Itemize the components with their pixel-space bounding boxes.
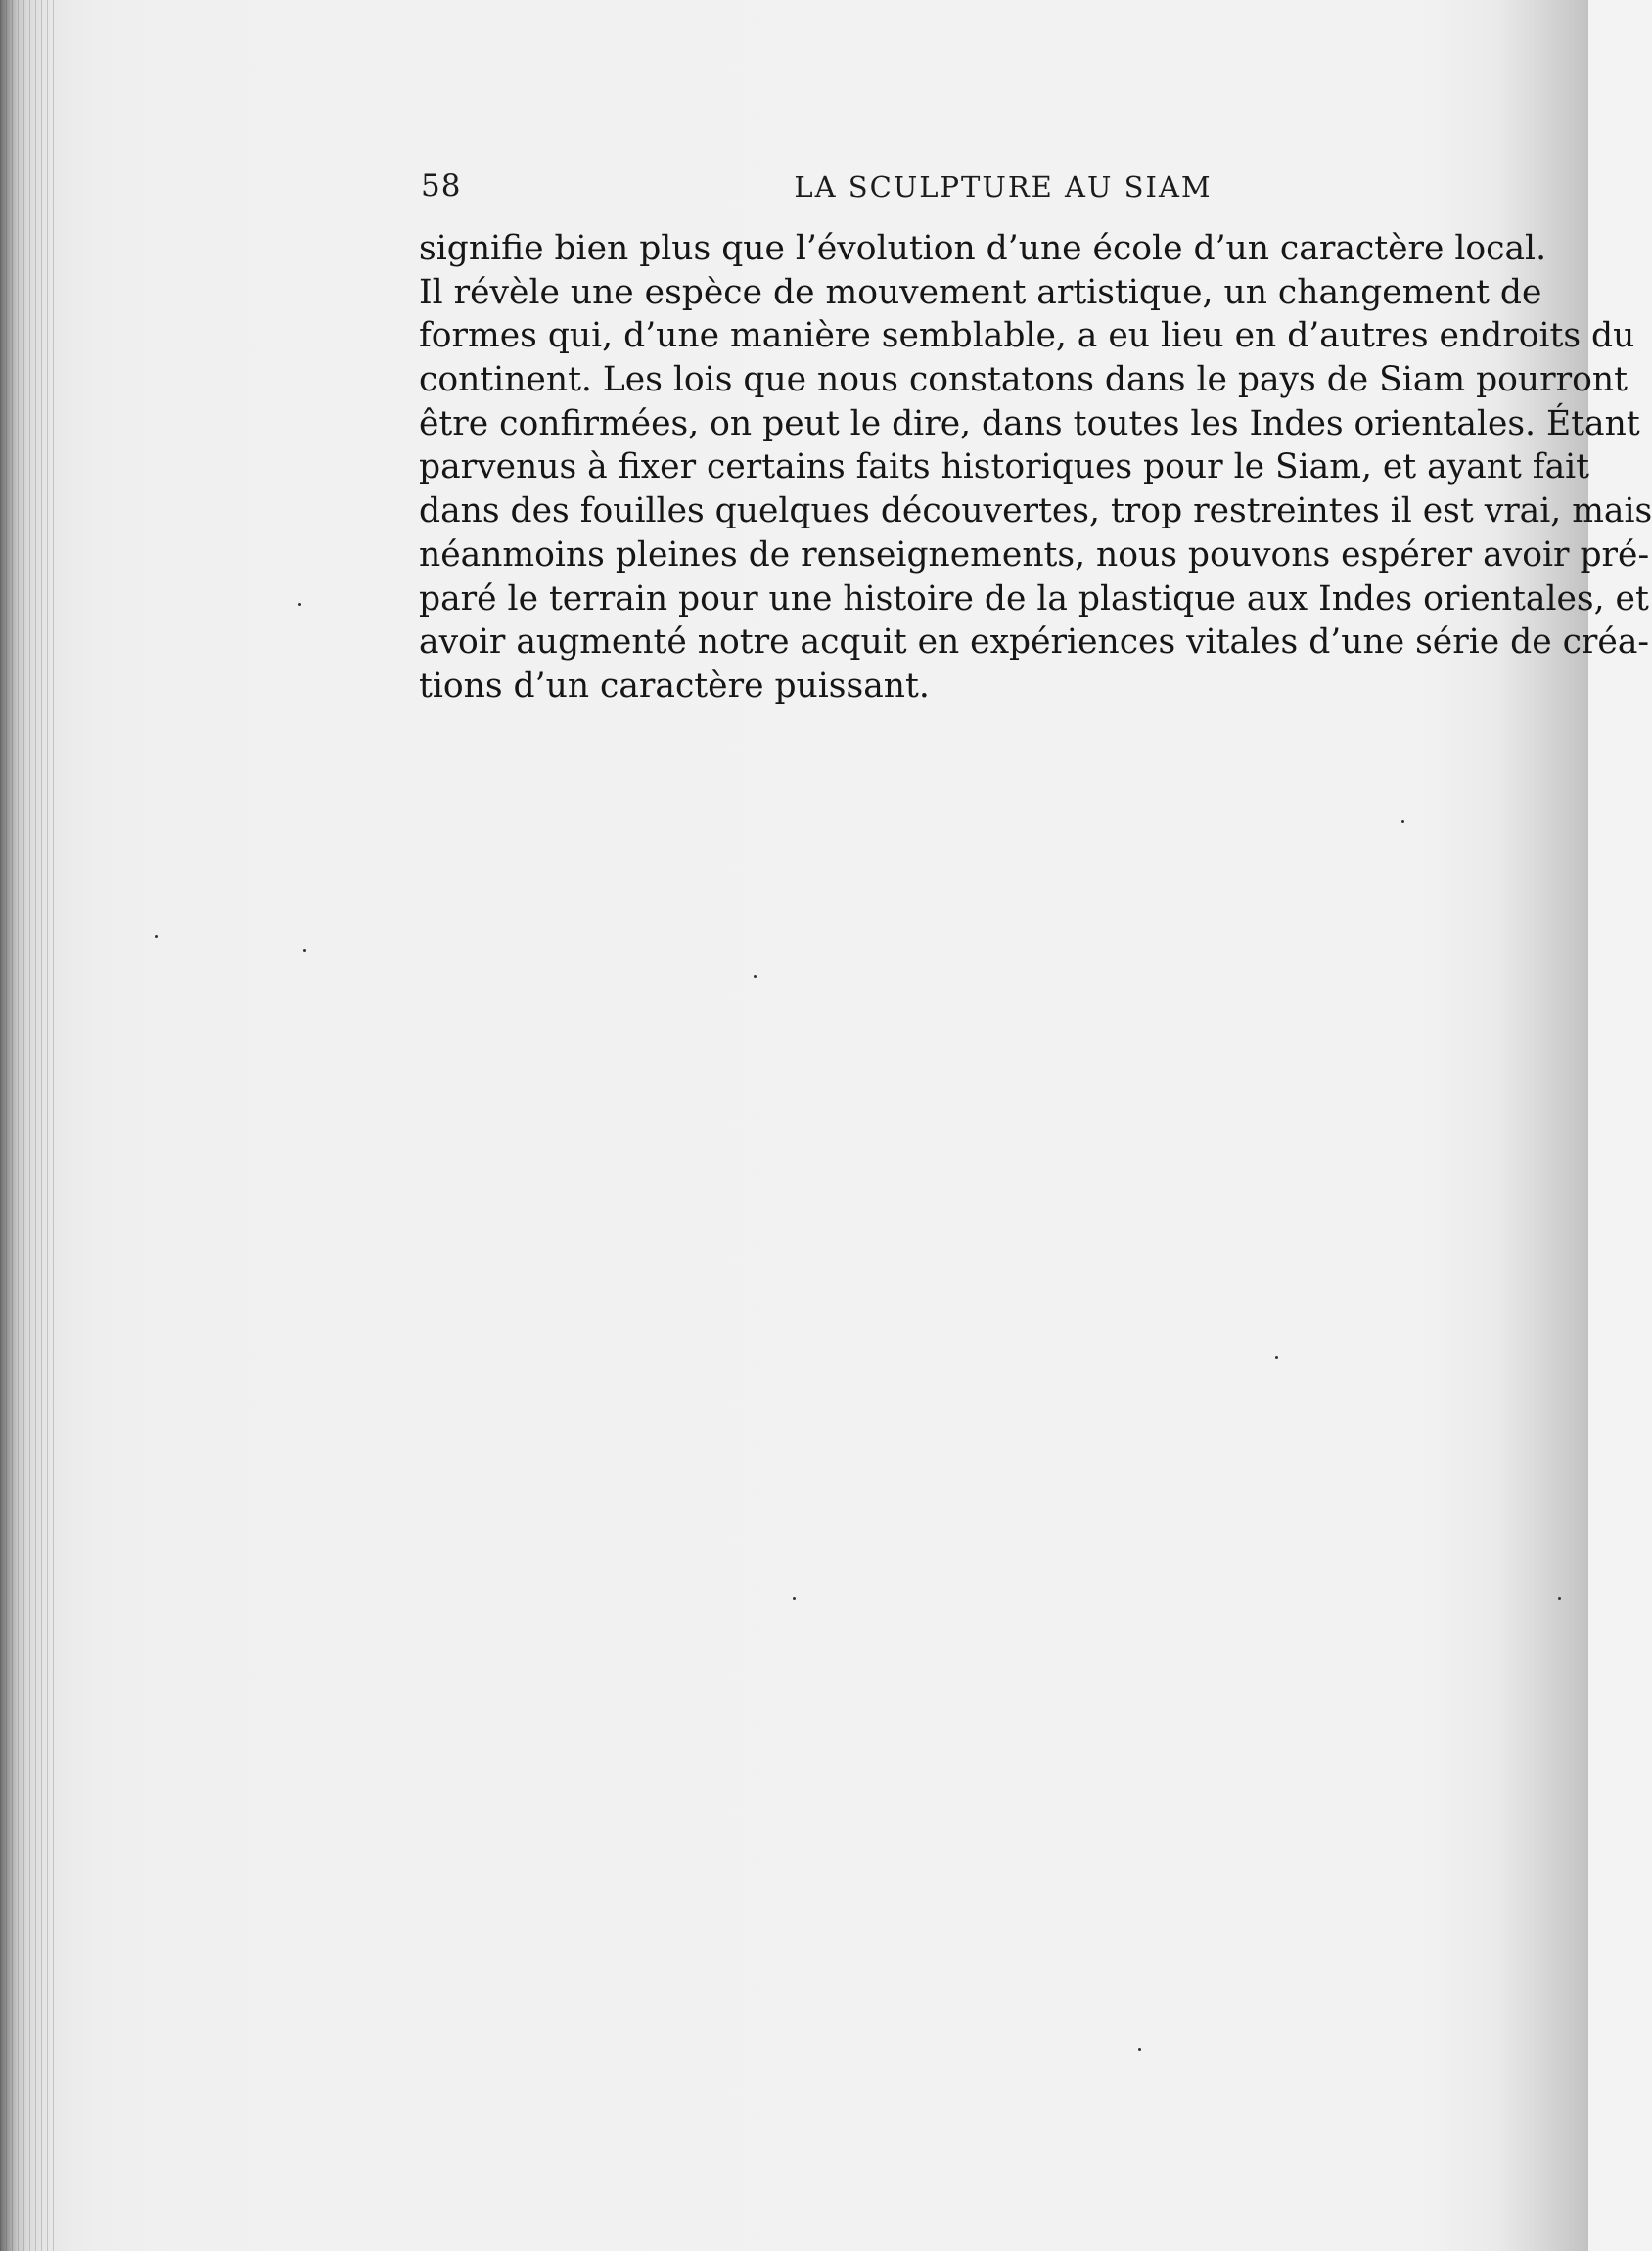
page-number: 58 bbox=[421, 168, 462, 204]
paper-speck bbox=[754, 975, 757, 978]
paper-speck bbox=[793, 1597, 796, 1600]
text-line: parvenus à fixer certains faits historiques pour le Siam, et ayant fait bbox=[419, 447, 1590, 487]
paper-speck bbox=[155, 935, 158, 938]
paper-speck bbox=[303, 949, 306, 952]
text-line: paré le terrain pour une histoire de la plastique aux Indes orientales, et bbox=[419, 578, 1649, 619]
text-line: Il révèle une espèce de mouvement artistique, un changement de bbox=[419, 272, 1542, 312]
paper-speck bbox=[298, 603, 301, 606]
text-line: avoir augmenté notre acquit en expériences vitales d’une série de créa- bbox=[419, 622, 1650, 663]
text-line: formes qui, d’une manière semblable, a eu lieu en d’autres endroits du bbox=[419, 316, 1635, 356]
text-line: continent. Les lois que nous constatons dans le pays de Siam pourront bbox=[419, 360, 1628, 400]
text-line: néanmoins pleines de renseignements, nous pouvons espérer avoir pré- bbox=[419, 534, 1650, 574]
paper-speck bbox=[1138, 2048, 1141, 2051]
text-line: dans des fouilles quelques découvertes, trop restreintes il est vrai, mais bbox=[419, 491, 1652, 531]
paper-speck bbox=[1275, 1356, 1278, 1359]
paper-speck bbox=[1558, 1597, 1561, 1600]
text-line: tions d’un caractère puissant. bbox=[419, 666, 930, 706]
paper-speck bbox=[1401, 820, 1404, 823]
running-title: LA SCULPTURE AU SIAM bbox=[794, 170, 1213, 204]
running-head bbox=[421, 168, 1517, 217]
text-line: être confirmées, on peut le dire, dans toutes les Indes orientales. Étant bbox=[419, 403, 1640, 443]
page-edge-shadow bbox=[0, 0, 59, 2251]
body-paragraph bbox=[419, 227, 1652, 709]
text-line: signifie bien plus que l’évolution d’une école d’un caractère local. bbox=[419, 229, 1547, 268]
